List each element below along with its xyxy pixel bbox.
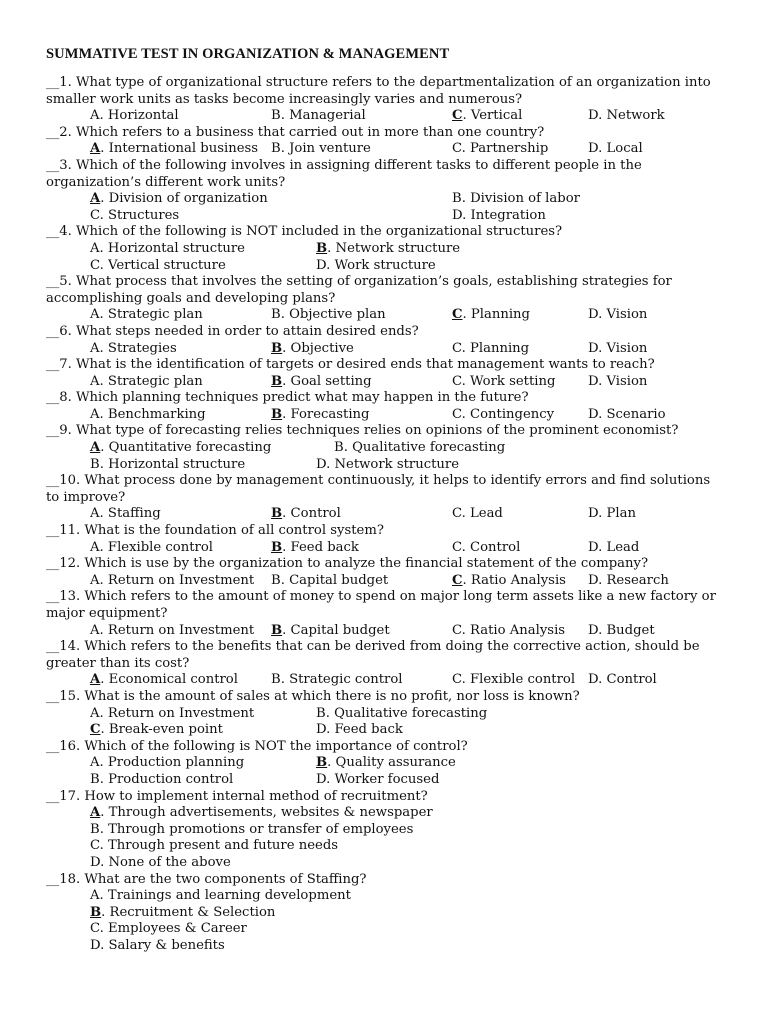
question-stem: __8. Which planning techniques predict what may happen in the future? xyxy=(46,390,529,406)
option-letter: A xyxy=(90,888,100,904)
question-stem: __4. Which of the following is NOT included in the organizational structures? xyxy=(46,224,563,240)
option-a xyxy=(90,706,254,723)
option-letter: A xyxy=(90,705,100,721)
option-letter: D xyxy=(316,456,327,472)
question-stem: __12. Which is use by the organization to analyze the financial statement of the company? xyxy=(46,556,649,572)
option-text: . Vision xyxy=(598,307,648,323)
option-letter: A xyxy=(90,373,100,389)
option-letter: D xyxy=(588,406,599,422)
option-a xyxy=(90,506,161,523)
question-stem: __6. What steps needed in order to attain desired ends? xyxy=(46,323,419,339)
option-b xyxy=(271,108,366,125)
option-letter: B xyxy=(90,904,102,920)
option-letter: B xyxy=(271,141,281,157)
option-b xyxy=(271,407,369,424)
option-text: . Network structure xyxy=(326,456,460,472)
option-row xyxy=(46,457,726,474)
option-text: . Network xyxy=(598,108,665,124)
question-stem: __9. What type of forecasting relies techniques relies on opinions of the prominent economist? xyxy=(46,423,679,439)
option-letter: D xyxy=(588,373,599,389)
option-text: . Quantitative forecasting xyxy=(100,440,272,456)
option-text: . Feed back xyxy=(282,539,359,555)
question-stem: __5. What process that involves the setting of organization’s goals, establishing strategies for accomplishing goals and developing plans? xyxy=(46,274,672,306)
option-text: . Return on Investment xyxy=(99,705,255,721)
question-stem: __16. Which of the following is NOT the importance of control? xyxy=(46,738,468,754)
option-letter: D xyxy=(588,622,599,638)
option-d xyxy=(588,623,655,640)
option-letter: A xyxy=(90,191,101,207)
option-letter: A xyxy=(90,141,101,157)
question-9 xyxy=(46,423,726,473)
option-text: . Horizontal structure xyxy=(99,240,245,256)
option-letter: A xyxy=(90,506,100,522)
option-text: . Objective xyxy=(282,340,354,356)
option-a xyxy=(90,141,258,158)
option-letter: B xyxy=(271,373,283,389)
option-letter: A xyxy=(90,672,101,688)
question-11 xyxy=(46,523,726,556)
option-text: . Strategic plan xyxy=(99,373,203,389)
option-letter: A xyxy=(90,108,100,124)
option-c xyxy=(90,722,223,739)
option-letter: D xyxy=(316,722,327,738)
question-13 xyxy=(46,589,726,639)
option-c xyxy=(452,341,529,358)
option-text: . Ratio Analysis xyxy=(461,622,566,638)
option-letter: B xyxy=(90,456,100,472)
option-text: . Plan xyxy=(598,506,636,522)
option-text: . Objective plan xyxy=(280,307,386,323)
option-text: . Through advertisements, websites & newspaper xyxy=(100,805,433,821)
option-text: . Network structure xyxy=(327,240,461,256)
question-6 xyxy=(46,324,726,357)
option-a xyxy=(46,805,726,822)
option-letter: B xyxy=(271,406,283,422)
option-text: . Research xyxy=(598,572,669,588)
question-list xyxy=(46,75,726,954)
option-letter: A xyxy=(90,755,100,771)
option-letter: C xyxy=(452,672,462,688)
option-c xyxy=(90,772,233,789)
question-2 xyxy=(46,125,726,158)
option-text: . Partnership xyxy=(461,141,549,157)
option-c xyxy=(46,921,726,938)
option-b xyxy=(271,506,341,523)
option-a xyxy=(90,241,245,258)
option-letter: B xyxy=(271,108,281,124)
option-d xyxy=(588,506,636,523)
option-c xyxy=(452,540,520,557)
option-c xyxy=(90,258,226,275)
option-text: . Trainings and learning development xyxy=(99,888,351,904)
option-text: . Through present and future needs xyxy=(99,838,339,854)
option-text: . Goal setting xyxy=(282,373,372,389)
option-text: . Integration xyxy=(462,207,546,223)
question-stem: __17. How to implement internal method of recruitment? xyxy=(46,788,428,804)
option-letter: A xyxy=(90,240,100,256)
option-letter: C xyxy=(90,257,100,273)
option-text: . Managerial xyxy=(280,108,366,124)
option-letter: B xyxy=(90,821,100,837)
option-text: . Control xyxy=(282,506,341,522)
option-letter: C xyxy=(452,572,463,588)
option-text: . Qualitative forecasting xyxy=(325,705,488,721)
option-text: . Production control xyxy=(99,771,234,787)
option-text: . Planning xyxy=(461,340,530,356)
option-text: . Work setting xyxy=(461,373,556,389)
option-letter: B xyxy=(452,191,462,207)
option-text: . Budget xyxy=(598,622,655,638)
option-letter: D xyxy=(316,257,327,273)
option-text: . Capital budget xyxy=(282,622,390,638)
option-row xyxy=(46,108,726,125)
question-stem: __10. What process done by management continuously, it helps to identify errors and find solutions to improve? xyxy=(46,473,711,505)
option-text: . Horizontal xyxy=(99,108,179,124)
option-letter: A xyxy=(90,406,100,422)
option-d xyxy=(588,141,643,158)
option-text: . Planning xyxy=(462,307,530,323)
option-text: . Lead xyxy=(598,539,640,555)
option-d xyxy=(588,108,665,125)
option-a xyxy=(90,407,206,424)
question-stem: __1. What type of organizational structure refers to the departmentalization of an organization into smaller work units as tasks become increasingly varies and numerous? xyxy=(46,75,711,107)
option-letter: C xyxy=(90,722,101,738)
option-letter: C xyxy=(452,539,462,555)
option-letter: B xyxy=(316,755,328,771)
option-letter: D xyxy=(90,937,101,953)
option-letter: B xyxy=(271,572,281,588)
option-text: . Break-even point xyxy=(100,722,223,738)
option-row xyxy=(46,722,726,739)
option-text: . Production planning xyxy=(99,755,245,771)
question-stem: __13. Which refers to the amount of money to spend on major long term assets like a new factory or major equipment? xyxy=(46,589,716,621)
option-b xyxy=(271,374,372,391)
option-letter: D xyxy=(588,108,599,124)
option-d xyxy=(588,374,647,391)
question-8 xyxy=(46,390,726,423)
option-letter: B xyxy=(90,771,100,787)
option-letter: D xyxy=(452,207,463,223)
option-b xyxy=(271,672,403,689)
option-c xyxy=(452,307,530,324)
option-letter: B xyxy=(271,622,283,638)
option-a xyxy=(90,191,268,208)
option-row xyxy=(46,341,726,358)
option-row xyxy=(46,407,726,424)
option-d xyxy=(316,722,403,739)
option-letter: A xyxy=(90,539,100,555)
option-d xyxy=(316,258,436,275)
option-a xyxy=(90,540,213,557)
option-letter: D xyxy=(316,771,327,787)
option-text: . Return on Investment xyxy=(99,622,255,638)
option-text: . Strategic plan xyxy=(99,307,203,323)
option-b xyxy=(452,191,580,208)
question-10 xyxy=(46,473,726,523)
option-text: . Flexible control xyxy=(99,539,213,555)
option-row xyxy=(46,440,726,457)
option-letter: A xyxy=(90,440,101,456)
question-12 xyxy=(46,556,726,589)
option-row xyxy=(46,258,726,275)
option-letter: C xyxy=(452,406,462,422)
option-text: . Capital budget xyxy=(280,572,389,588)
option-row xyxy=(46,307,726,324)
option-letter: B xyxy=(316,705,326,721)
option-letter: C xyxy=(452,373,462,389)
option-row xyxy=(46,623,726,640)
option-row xyxy=(46,191,726,208)
option-text: . Control xyxy=(598,672,657,688)
option-text: . Quality assurance xyxy=(327,755,456,771)
option-row xyxy=(46,506,726,523)
option-letter: C xyxy=(452,622,462,638)
question-stem: __15. What is the amount of sales at which there is no profit, nor loss is known? xyxy=(46,688,580,704)
option-text: . Strategies xyxy=(99,340,177,356)
question-18 xyxy=(46,872,726,955)
option-b xyxy=(271,141,371,158)
option-a xyxy=(90,307,203,324)
option-c xyxy=(452,407,554,424)
option-a xyxy=(90,341,177,358)
option-letter: C xyxy=(90,838,100,854)
option-text: . Control xyxy=(461,539,521,555)
question-16 xyxy=(46,739,726,789)
option-row xyxy=(46,241,726,258)
option-letter: D xyxy=(588,539,599,555)
option-row xyxy=(46,706,726,723)
question-stem: __7. What is the identification of targets or desired ends that management wants to reach? xyxy=(46,357,655,373)
option-text: . Economical control xyxy=(100,672,238,688)
option-row xyxy=(46,772,726,789)
option-b xyxy=(316,706,487,723)
question-4 xyxy=(46,224,726,274)
option-d xyxy=(588,407,666,424)
option-text: . Qualitative forecasting xyxy=(343,440,506,456)
option-text: . International business xyxy=(100,141,259,157)
option-text: . Feed back xyxy=(326,722,403,738)
question-stem: __14. Which refers to the benefits that can be derived from doing the corrective action, should be greater than its cost? xyxy=(46,639,700,671)
option-letter: A xyxy=(90,340,100,356)
option-text: . Scenario xyxy=(598,406,666,422)
option-d xyxy=(588,341,647,358)
option-letter: D xyxy=(588,340,599,356)
option-text: . Worker focused xyxy=(326,771,440,787)
option-b xyxy=(271,540,359,557)
option-text: . Vertical xyxy=(462,108,523,124)
option-a xyxy=(46,888,726,905)
option-text: . Lead xyxy=(461,506,503,522)
option-c xyxy=(46,838,726,855)
option-d xyxy=(588,573,669,590)
option-d xyxy=(588,540,639,557)
option-letter: D xyxy=(588,141,599,157)
option-c xyxy=(452,374,555,391)
option-letter: B xyxy=(334,440,344,456)
option-row xyxy=(46,672,726,689)
option-d xyxy=(316,772,439,789)
option-letter: D xyxy=(588,307,599,323)
option-text: . Division of labor xyxy=(461,191,580,207)
option-text: . Vision xyxy=(598,340,648,356)
option-letter: B xyxy=(271,539,283,555)
option-letter: D xyxy=(90,854,101,870)
question-1 xyxy=(46,75,726,125)
option-text: . Division of organization xyxy=(100,191,268,207)
option-row xyxy=(46,374,726,391)
option-text: . Staffing xyxy=(99,506,161,522)
option-a xyxy=(90,374,203,391)
question-17 xyxy=(46,789,726,872)
option-letter: C xyxy=(452,307,463,323)
option-row xyxy=(46,755,726,772)
option-d xyxy=(588,307,647,324)
option-d xyxy=(46,855,726,872)
option-b xyxy=(316,755,456,772)
option-b xyxy=(271,307,386,324)
option-letter: A xyxy=(90,622,100,638)
option-letter: A xyxy=(90,805,101,821)
option-text: . None of the above xyxy=(100,854,231,870)
option-text: . Horizontal structure xyxy=(99,456,246,472)
question-stem: __18. What are the two components of Staffing? xyxy=(46,871,367,887)
option-text: . Through promotions or transfer of employees xyxy=(99,821,414,837)
option-text: . Vertical structure xyxy=(99,257,226,273)
option-text: . Recruitment & Selection xyxy=(101,904,276,920)
question-3 xyxy=(46,158,726,224)
option-text: . Return on Investment xyxy=(99,572,255,588)
option-b xyxy=(46,822,726,839)
option-text: . Forecasting xyxy=(282,406,370,422)
option-text: . Local xyxy=(598,141,643,157)
option-text: . Flexible control xyxy=(461,672,576,688)
option-d xyxy=(452,208,546,225)
option-letter: D xyxy=(588,506,599,522)
option-text: . Benchmarking xyxy=(99,406,206,422)
option-text: . Strategic control xyxy=(280,672,403,688)
option-b xyxy=(271,573,388,590)
option-text: . Join venture xyxy=(280,141,371,157)
option-d xyxy=(46,938,726,955)
option-row xyxy=(46,141,726,158)
option-text: . Salary & benefits xyxy=(100,937,225,953)
option-letter: B xyxy=(271,672,281,688)
option-text: . Employees & Career xyxy=(99,921,247,937)
option-letter: B xyxy=(271,340,283,356)
option-c xyxy=(452,141,548,158)
option-letter: B xyxy=(271,307,281,323)
option-c xyxy=(452,573,566,590)
option-letter: A xyxy=(90,307,100,323)
option-c xyxy=(452,672,575,689)
option-letter: B xyxy=(271,506,283,522)
option-c xyxy=(90,208,179,225)
option-c xyxy=(90,457,245,474)
option-row xyxy=(46,540,726,557)
option-a xyxy=(90,573,254,590)
question-stem: __3. Which of the following involves in assigning different tasks to different people in the organization’s different work units? xyxy=(46,157,642,190)
option-a xyxy=(90,108,179,125)
option-b xyxy=(316,241,460,258)
question-stem: __2. Which refers to a business that carried out in more than one country? xyxy=(46,124,545,140)
option-b xyxy=(334,440,505,457)
option-letter: A xyxy=(90,572,100,588)
test-page xyxy=(46,46,726,954)
option-b xyxy=(271,623,390,640)
option-row xyxy=(46,573,726,590)
option-text: . Work structure xyxy=(326,257,436,273)
option-c xyxy=(452,108,522,125)
option-c xyxy=(452,623,565,640)
question-14 xyxy=(46,639,726,689)
option-a xyxy=(90,440,271,457)
option-text: . Ratio Analysis xyxy=(462,572,566,588)
option-letter: C xyxy=(452,506,462,522)
question-stem: __11. What is the foundation of all control system? xyxy=(46,523,384,539)
question-15 xyxy=(46,689,726,739)
option-c xyxy=(452,506,503,523)
option-d xyxy=(588,672,657,689)
option-a xyxy=(90,623,254,640)
option-letter: C xyxy=(452,141,462,157)
option-b xyxy=(46,905,726,922)
option-letter: D xyxy=(588,672,599,688)
option-d xyxy=(316,457,459,474)
option-b xyxy=(271,341,354,358)
option-text: . Contingency xyxy=(461,406,555,422)
option-a xyxy=(90,672,238,689)
option-a xyxy=(90,755,244,772)
option-letter: C xyxy=(452,340,462,356)
option-letter: C xyxy=(452,108,463,124)
page-title: SUMMATIVE TEST IN ORGANIZATION & MANAGEMENT xyxy=(46,46,450,62)
option-letter: C xyxy=(90,921,100,937)
option-text: . Structures xyxy=(99,207,180,223)
question-7 xyxy=(46,357,726,390)
option-text: . Vision xyxy=(598,373,648,389)
question-5 xyxy=(46,274,726,324)
option-row xyxy=(46,208,726,225)
option-letter: C xyxy=(90,207,100,223)
option-letter: B xyxy=(316,240,328,256)
option-letter: D xyxy=(588,572,599,588)
